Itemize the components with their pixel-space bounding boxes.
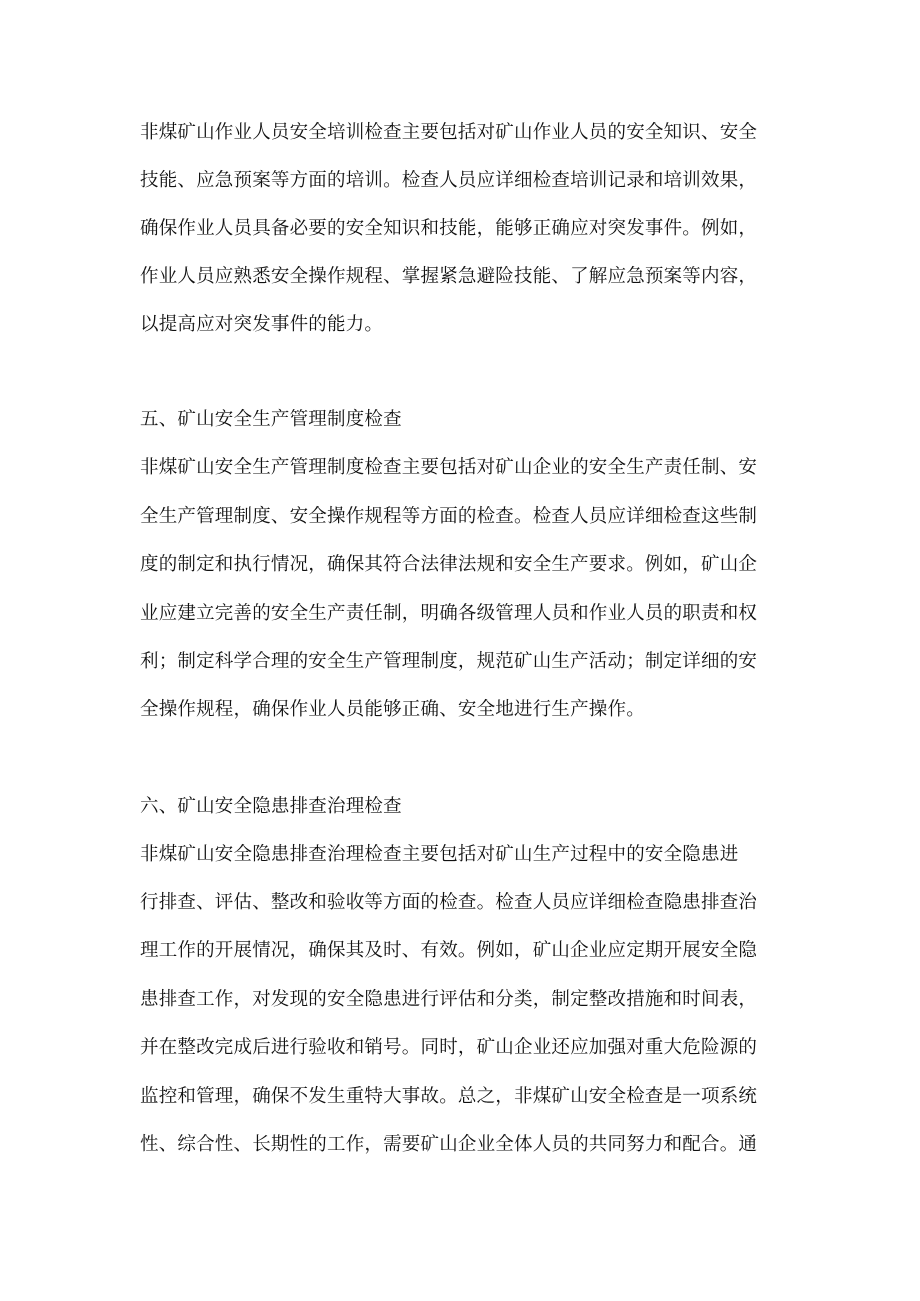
paragraph-line: 非煤矿山安全隐患排查治理检查主要包括对矿山生产过程中的安全隐患进	[140, 844, 739, 865]
paragraph-line: 行排查、评估、整改和验收等方面的检查。检查人员应详细检查隐患排查治	[140, 892, 758, 913]
paragraph-line: 业应建立完善的安全生产责任制，明确各级管理人员和作业人员的职责和权	[140, 603, 758, 624]
paragraph-line: 度的制定和执行情况，确保其符合法律法规和安全生产要求。例如，矿山企	[140, 554, 758, 575]
paragraph-line: 确保作业人员具备必要的安全知识和技能，能够正确应对突发事件。例如，	[140, 218, 758, 239]
paragraph-line: 全操作规程，确保作业人员能够正确、安全地进行生产操作。	[140, 699, 645, 720]
paragraph-line: 并在整改完成后进行验收和销号。同时，矿山企业还应加强对重大危险源的	[140, 1037, 758, 1058]
paragraph-line: 利；制定科学合理的安全生产管理制度，规范矿山生产活动；制定详细的安	[140, 651, 758, 672]
paragraph-line: 非煤矿山安全生产管理制度检查主要包括对矿山企业的安全生产责任制、安	[140, 457, 758, 478]
paragraph-line: 全生产管理制度、安全操作规程等方面的检查。检查人员应详细检查这些制	[140, 506, 758, 527]
section-heading: 六、矿山安全隐患排查治理检查	[140, 796, 402, 817]
paragraph-line: 技能、应急预案等方面的培训。检查人员应详细检查培训记录和培训效果，	[140, 170, 758, 191]
paragraph-line: 理工作的开展情况，确保其及时、有效。例如，矿山企业应定期开展安全隐	[140, 940, 758, 961]
paragraph-line: 非煤矿山作业人员安全培训检查主要包括对矿山作业人员的安全知识、安全	[140, 122, 758, 143]
paragraph-line: 监控和管理，确保不发生重特大事故。总之，非煤矿山安全检查是一项系统	[140, 1086, 758, 1107]
paragraph-line: 患排查工作，对发现的安全隐患进行评估和分类，制定整改措施和时间表，	[140, 989, 758, 1010]
paragraph-line: 以提高应对突发事件的能力。	[140, 314, 384, 335]
paragraph-line: 作业人员应熟悉安全操作规程、掌握紧急避险技能、了解应急预案等内容，	[140, 266, 758, 287]
section-heading: 五、矿山安全生产管理制度检查	[140, 409, 402, 430]
paragraph-line: 性、综合性、长期性的工作，需要矿山企业全体人员的共同努力和配合。通	[140, 1134, 758, 1155]
